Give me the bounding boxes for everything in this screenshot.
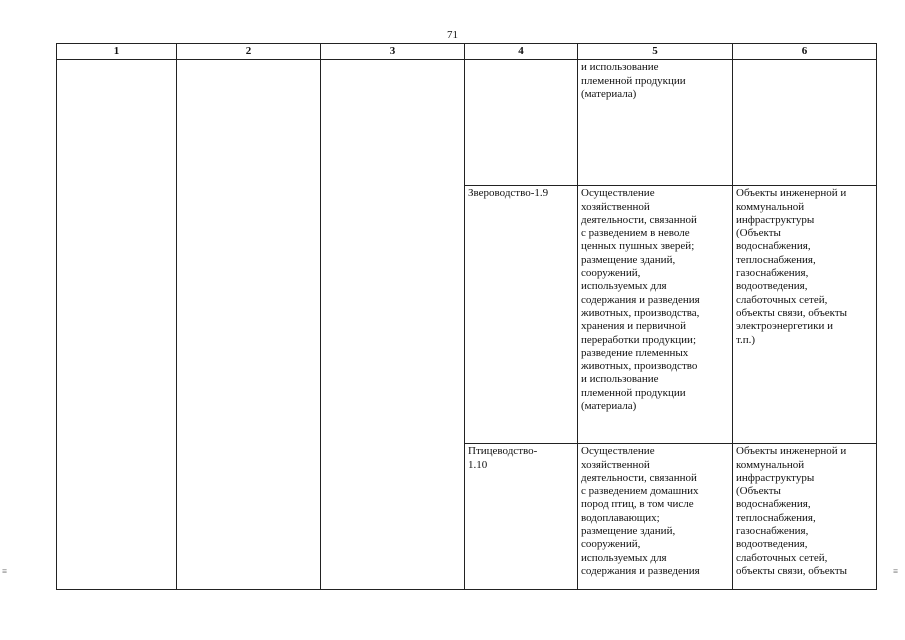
column-header-6: 6	[733, 44, 877, 60]
column-header-4: 4	[465, 44, 578, 60]
table-cell-code: Птицеводство- 1.10	[465, 444, 578, 590]
column-header-2: 2	[177, 44, 321, 60]
table-cell-code	[465, 60, 578, 186]
column-header-1: 1	[57, 44, 177, 60]
table-cell-description: Осуществление хозяйственной деятельности, связанной с разведением в неволе ценных пушных зверей; размещение зданий, сооружений, используемых для содержания и разведения животных, производства, хранения и первичной переработки продукции; разведение племенных животных, производство и использование племенной продукции (материала)	[578, 186, 733, 444]
table-cell-objects: Объекты инженерной и коммунальной инфраструктуры (Объекты водоснабжения, теплоснабжения, газоснабжения, водоотведения, слаботочных сетей, объекты связи, объекты электроэнергетики и т.п.)	[733, 186, 877, 444]
right-margin-mark: ≡	[893, 566, 899, 576]
column-header-3: 3	[321, 44, 465, 60]
table-cell-col2	[177, 60, 321, 590]
table-cell-description: Осуществление хозяйственной деятельности, связанной с разведением домашних пород птиц, в том числе водоплавающих; размещение зданий, сооружений, используемых для содержания и разведения	[578, 444, 733, 590]
land-use-table	[56, 43, 877, 590]
table-cell-objects	[733, 60, 877, 186]
table-cell-objects: Объекты инженерной и коммунальной инфраструктуры (Объекты водоснабжения, теплоснабжения, газоснабжения, водоотведения, слаботочных сетей, объекты связи, объекты	[733, 444, 877, 590]
table-cell-description: и использование племенной продукции (материала)	[578, 60, 733, 186]
left-margin-mark: ≡	[2, 566, 8, 576]
column-header-5: 5	[578, 44, 733, 60]
table-cell-col1	[57, 60, 177, 590]
table-cell-col3	[321, 60, 465, 590]
table-header-row	[57, 44, 877, 60]
table-cell-code: Звероводство-1.9	[465, 186, 578, 444]
table-row	[57, 60, 877, 186]
page-number: 71	[447, 29, 458, 41]
